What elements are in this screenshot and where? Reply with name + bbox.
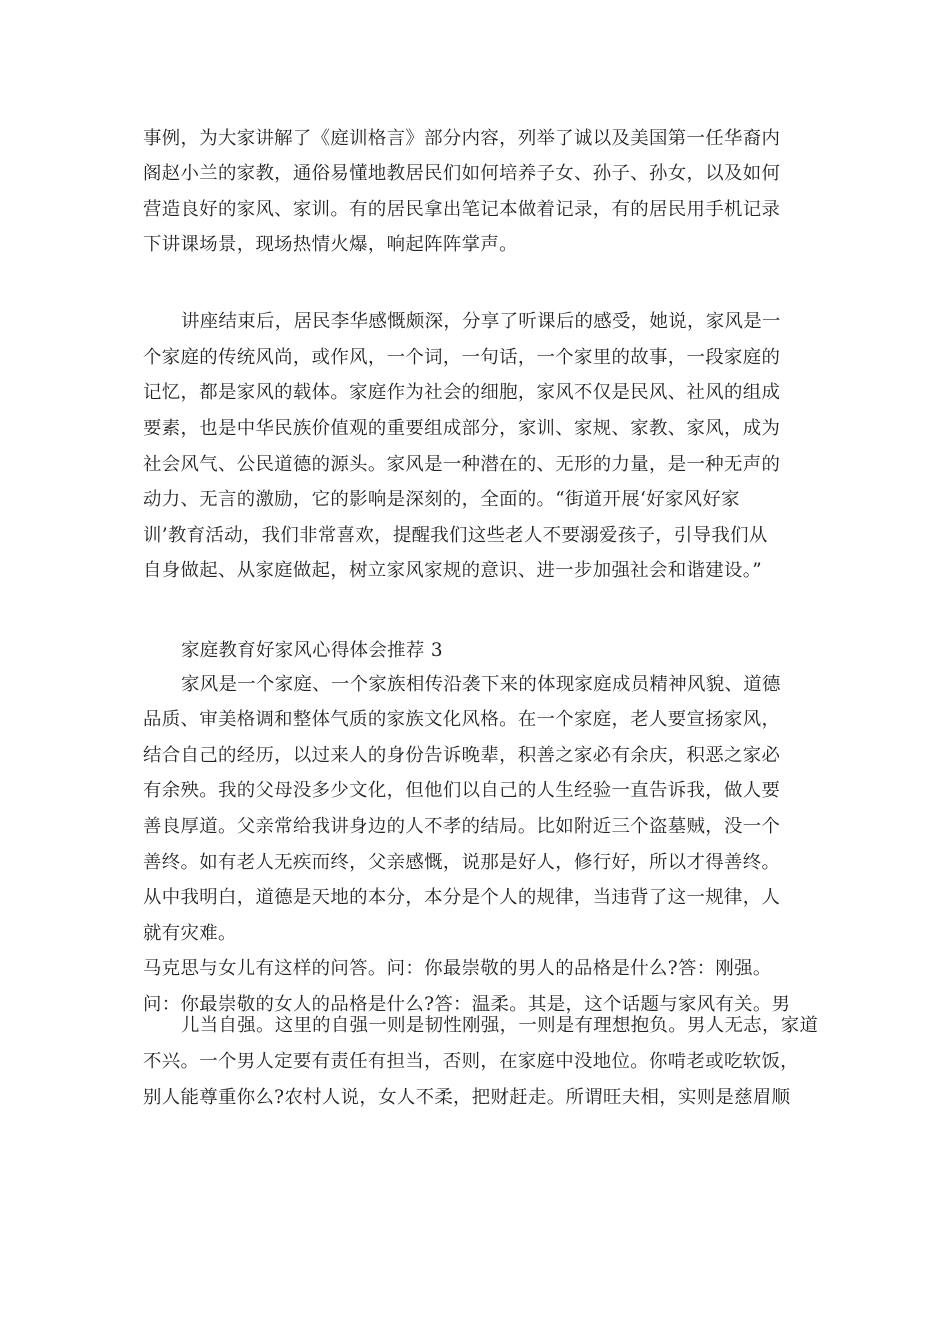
text-line: 从中我明白，道德是天地的本分，本分是个人的规律，当违背了这一规律，人 [143,887,781,908]
text-line: 品质、审美格调和整体气质的家族文化风格。在一个家庭，老人要宣扬家风， [143,709,781,730]
text-line: 下讲课场景，现场热情火爆，响起阵阵掌声。 [143,234,518,255]
text-line [143,1154,843,1184]
text-line: 就有灾难。 [143,923,237,944]
text-line: 社会风气、公民道德的源头。家风是一种潜在的、无形的力量，是一种无声的 [143,454,781,475]
text-line: 讲座结束后，居民李华感慨颇深，分享了听课后的感受，她说，家风是一 [181,311,781,332]
text-line: 马克思与女儿有这样的问答。问：你最崇敬的男人的品格是什么?答：刚强。 [143,958,772,979]
text-line: 阁赵小兰的家教，通俗易懂地教居民们如何培养子女、孙子、孙女，以及如何 [143,163,781,184]
text-line [143,1118,843,1148]
text-line: 别人能尊重你么?农村人说，女人不柔，把财赶走。所谓旺夫相，实则是慈眉顺 [143,1087,791,1108]
text-line: 要素，也是中华民族价值观的重要组成部分，家训、家规、家教、家风，成为 [143,418,781,439]
text-line: 自身做起、从家庭做起，树立家风家规的意识、进一步加强社会和谐建设。” [143,560,762,581]
text-line: 有余殃。我的父母没多少文化，但他们以自己的人生经验一直告诉我，做人要 [143,780,781,801]
text-line: 家风是一个家庭、一个家族相传沿袭下来的体现家庭成员精神风貌、道德 [181,674,781,695]
text-line: 训’教育活动，我们非常喜欢，提醒我们这些老人不要溺爱孩子，引导我们从 [143,525,768,546]
text-line: 问：你最崇敬的女人的品格是什么?答：温柔。其是，这个话题与家风有关。男 [143,994,791,1015]
text-line: 善终。如有老人无疾而终，父亲感慨，说那是好人，修行好，所以才得善终。 [143,852,781,873]
text-line: 善良厚道。父亲常给我讲身边的人不孝的结局。比如附近三个盗墓贼，没一个 [143,816,781,837]
text-line: 个家庭的传统风尚，或作风，一个词，一句话，一个家里的故事，一段家庭的 [143,347,781,368]
text-line [143,1189,843,1219]
text-line: 事例，为大家讲解了《庭训格言》部分内容，列举了诚以及美国第一任华裔内 [143,128,781,149]
text-line: 儿当自强。这里的自强一则是韧性刚强，一则是有理想抱负。男人无志，家道 [181,1015,819,1036]
text-line: 结合自己的经历，以过来人的身份告诉晚辈，积善之家必有余庆，积恶之家必 [143,745,781,766]
section-heading: 家庭教育好家风心得体会推荐 3 [181,640,443,661]
text-line: 记忆，都是家风的载体。家庭作为社会的细胞，家风不仅是民风、社风的组成 [143,382,781,403]
text-line: 营造良好的家风、家训。有的居民拿出笔记本做着记录，有的居民用手机记录 [143,199,781,220]
text-line: 动力、无言的激励，它的影响是深刻的，全面的。“街道开展‘好家风好家 [143,489,740,510]
text-line: 不兴。一个男人定要有责任有担当，否则，在家庭中没地位。你啃老或吃软饭， [143,1051,799,1072]
